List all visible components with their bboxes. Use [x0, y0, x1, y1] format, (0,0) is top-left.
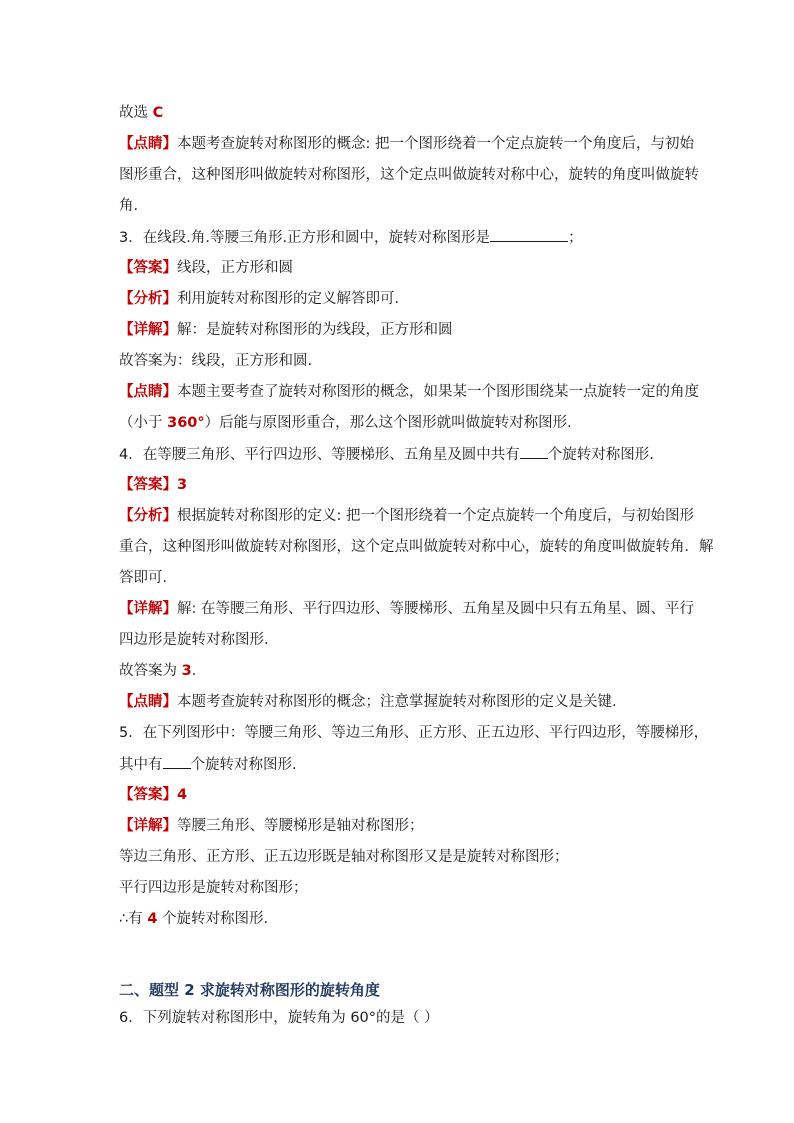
answer-tag: 【答案】	[119, 477, 177, 493]
dianjing-line: 【点睛】本题考查旋转对称图形的概念；注意掌握旋转对称图形的定义是关键．	[119, 694, 627, 710]
detail-tag: 【详解】	[119, 322, 177, 338]
text-line: 图形重合，这种图形叫做旋转对称图形，这个定点叫做旋转对称中心，旋转的角度叫做旋转	[119, 167, 699, 183]
text-line: 其中有 个旋转对称图形.	[119, 754, 297, 775]
text-line: 故答案为：线段，正方形和圆.	[119, 353, 313, 369]
dianjing-tag: 【点睛】	[119, 136, 177, 152]
text-line: 等边三角形、正方形、正五边形既是轴对称图形又是是旋转对称图形；	[119, 849, 569, 865]
text-line: （小于 360°）后能与原图形重合，那么这个图形就叫做旋转对称图形．	[119, 415, 582, 431]
analysis-line: 【分析】利用旋转对称图形的定义解答即可．	[119, 291, 409, 307]
text-line: ∴有 4 个旋转对称图形.	[119, 911, 269, 927]
answer-line: 【答案】线段，正方形和圆	[119, 260, 293, 276]
detail-line: 【详解】解：是旋转对称图形的为线段，正方形和圆	[119, 322, 453, 338]
section-heading: 二、题型 2 求旋转对称图形的旋转角度	[119, 981, 380, 999]
text-line: 角．	[119, 198, 148, 214]
detail-line: 【详解】等腰三角形、等腰梯形是轴对称图形；	[119, 818, 424, 834]
analysis-line: 【分析】根据旋转对称图形的定义: 把一个图形绕着一个定点旋转一个角度后，与初始图形	[119, 508, 694, 524]
dianjing-tag: 【点睛】	[119, 384, 177, 400]
question-3: 3．在线段.角.等腰三角形.正方形和圆中，旋转对称图形是 ；	[119, 227, 583, 248]
answer-line: 【答案】4	[119, 787, 188, 803]
question-4: 4．在等腰三角形、平行四边形、等腰梯形、五角星及圆中共有 个旋转对称图形.	[119, 444, 654, 465]
analysis-tag: 【分析】	[119, 508, 177, 524]
text-line: 平行四边形是旋转对称图形；	[119, 880, 308, 896]
answer-choice-line: 故选 C	[119, 105, 164, 121]
answer-tag: 【答案】	[119, 260, 177, 276]
text-line: 重合，这种图形叫做旋转对称图形，这个定点叫做旋转对称中心，旋转的角度叫做旋转角．解	[119, 539, 714, 555]
text-line: 故答案为 3．	[119, 663, 207, 679]
detail-tag: 【详解】	[119, 601, 177, 617]
dianjing-line: 【点睛】本题考查旋转对称图形的概念: 把一个图形绕着一个定点旋转一个角度后，与初始	[119, 136, 694, 152]
choice-letter: C	[152, 105, 164, 121]
dianjing-line: 【点睛】本题主要考查了旋转对称图形的概念，如果某一个图形围绕某一点旋转一定的角度	[119, 384, 699, 400]
answer-tag: 【答案】	[119, 787, 177, 803]
text-line: 四边形是旋转对称图形．	[119, 632, 279, 648]
detail-tag: 【详解】	[119, 818, 177, 834]
analysis-tag: 【分析】	[119, 291, 177, 307]
answer-blank	[163, 754, 191, 769]
question-5: 5．在下列图形中：等腰三角形、等边三角形、正方形、正五边形、平行四边形，等腰梯形，	[119, 725, 709, 741]
answer-blank	[520, 444, 548, 459]
answer-blank	[490, 227, 568, 242]
detail-line: 【详解】解: 在等腰三角形、平行四边形、等腰梯形、五角星及圆中只有五角星、圆、平行	[119, 601, 694, 617]
answer-line: 【答案】3	[119, 477, 188, 493]
dianjing-tag: 【点睛】	[119, 694, 177, 710]
text-line: 答即可．	[119, 570, 177, 586]
question-6: 6．下列旋转对称图形中，旋转角为 60°的是（ ）	[119, 1010, 439, 1026]
